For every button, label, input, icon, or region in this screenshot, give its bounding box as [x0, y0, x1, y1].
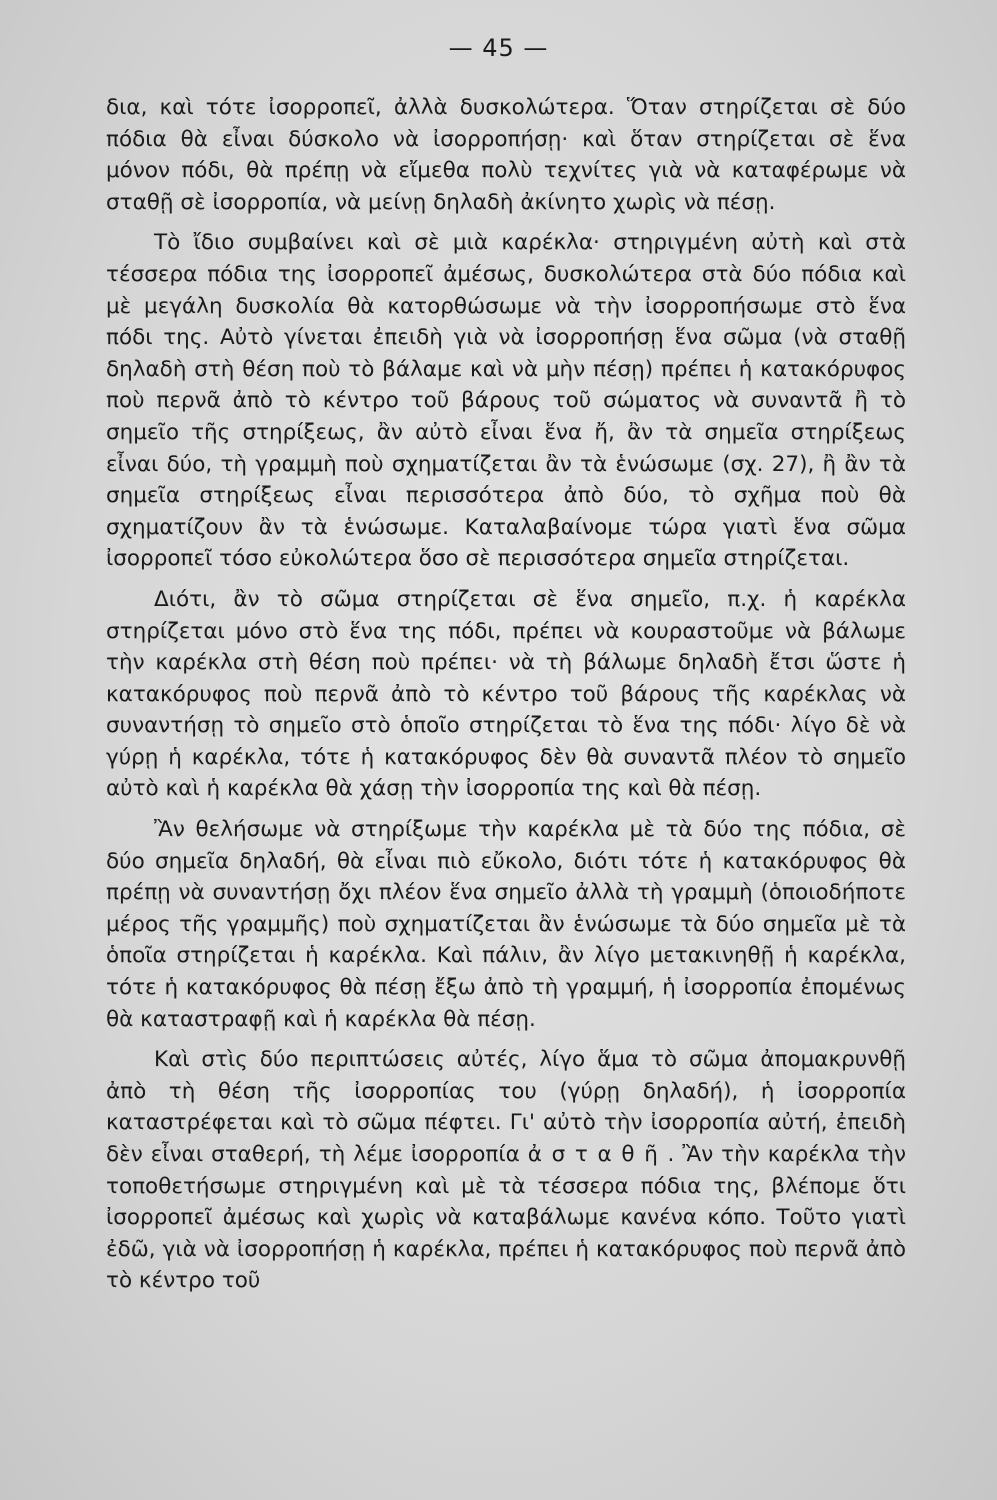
emphasized-term: ἀσταθῆ [527, 1142, 668, 1167]
paragraph-3: Διότι, ἂν τὸ σῶμα στηρίζεται σὲ ἕνα σημεῖο, π.χ. ἡ καρέκλα στηρίζεται μόνο στὸ ἕνα της πόδι, πρέπει νὰ κουραστοῦμε νὰ βάλωμε τὴν καρέκλα στὴ θέση ποὺ πρέπει· νὰ τὴ βάλωμε δηλαδὴ ἔτσι ὥστε ἡ κατακόρυφος ποὺ περνᾶ ἀπὸ τὸ κέντρο τοῦ βάρους τῆς καρέκλας νὰ συναντήσῃ τὸ σημεῖο στὸ ὁποῖο στηρίζεται τὸ ἕνα της πόδι· λίγο δὲ νὰ γύρῃ ἡ καρέκλα, τότε ἡ κατακόρυφος δὲν θὰ συναντᾶ πλέον τὸ σημεῖο αὐτὸ καὶ ἡ καρέκλα θὰ χάσῃ τὴν ἰσορροπία της καὶ θὰ πέσῃ. [106, 586, 906, 802]
paragraph-5-end: . Ἂν τὴν καρέκλα τὴν τοποθετήσωμε στηριγμένη καὶ μὲ τὰ τέσσερα πόδια της, βλέπομε ὅτι ἰσορροπεῖ ἀμέσως καὶ χωρὶς νὰ καταβάλωμε κανένα κόπο. Τοῦτο γιατὶ ἐδῶ, γιὰ νὰ ἰσορροπήσῃ ἡ καρέκλα, πρέπει ἡ κατακόρυφος ποὺ περνᾶ ἀπὸ τὸ κέντρο τοῦ [106, 1142, 906, 1294]
page-number: — 45 — [448, 34, 549, 62]
paragraph-5-start: Καὶ στὶς δύο περιπτώσεις αὐτές, λίγο ἅμα τὸ σῶμα ἀπομακρυνθῇ ἀπὸ τὴ θέση τῆς ἰσορροπίας του (γύρῃ δηλαδή), ἡ ἰσορροπία καταστρέφεται καὶ τὸ σῶμα πέφτει. Γι' αὐτὸ τὴν ἰσορροπία αὐτή, ἐπειδὴ δὲν εἶναι σταθερή, τὴ λέμε ἰσορροπία [106, 1047, 906, 1167]
paragraph-5 [106, 1044, 906, 1297]
paragraph-4: Ἂν θελήσωμε νὰ στηρίξωμε τὴν καρέκλα μὲ τὰ δύο της πόδια, σὲ δύο σημεῖα δηλαδή, θὰ εἶναι πιὸ εὔκολο, διότι τότε ἡ κατακόρυφος θὰ πρέπῃ νὰ συναντήσῃ ὄχι πλέον ἕνα σημεῖο ἀλλὰ τὴ γραμμὴ (ὁποιοδήποτε μέρος τῆς γραμμῆς) ποὺ σχηματίζεται ἂν ἑνώσωμε τὰ δύο σημεῖα μὲ τὰ ὁποῖα στηρίζεται ἡ καρέκλα. Καὶ πάλιν, ἂν λίγο μετακινηθῇ ἡ καρέκλα, τότε ἡ κατακόρυφος θὰ πέσῃ ἔξω ἀπὸ τὴ γραμμή, ἡ ἰσορροπία ἐπομένως θὰ καταστραφῇ καὶ ἡ καρέκλα θὰ πέσῃ. [106, 817, 906, 1032]
paragraph-1: δια, καὶ τότε ἰσορροπεῖ, ἀλλὰ δυσκολώτερα. Ὅταν στηρίζεται σὲ δύο πόδια θὰ εἶναι δύσκολο νὰ ἰσορροπήσῃ· καὶ ὅταν στηρίζεται σὲ ἕνα μόνον πόδι, θὰ πρέπῃ νὰ εἴμεθα πολὺ τεχνίτες γιὰ νὰ καταφέρωμε νὰ σταθῇ σὲ ἰσορροπία, νὰ μείνῃ δηλαδὴ ἀκίνητο χωρὶς νὰ πέσῃ. [106, 95, 906, 215]
body-text [106, 92, 906, 1306]
paragraph-2: Τὸ ἴδιο συμβαίνει καὶ σὲ μιὰ καρέκλα· στηριγμένη αὐτὴ καὶ στὰ τέσσερα πόδια της ἰσορροπεῖ ἀμέσως, δυσκολώτερα στὰ δύο πόδια καὶ μὲ μεγάλη δυσκολία θὰ κατορθώσωμε νὰ τὴν ἰσορροπήσωμε στὸ ἕνα πόδι της. Αὐτὸ γίνεται ἐπειδὴ γιὰ νὰ ἰσορροπήσῃ ἕνα σῶμα (νὰ σταθῇ δηλαδὴ στὴ θέση ποὺ τὸ βάλαμε καὶ νὰ μὴν πέσῃ) πρέπει ἡ κατακόρυφος ποὺ περνᾶ ἀπὸ τὸ κέντρο τοῦ βάρους τοῦ σώματος νὰ συναντᾶ ἢ τὸ σημεῖο τῆς στηρίξεως, ἂν αὐτὸ εἶναι ἕνα ἤ, ἂν τὰ σημεῖα στηρίξεως εἶναι δύο, τὴ γραμμὴ ποὺ σχηματίζεται ἂν τὰ ἑνώσωμε (σχ. 27), ἢ ἂν τὰ σημεῖα στηρίξεως εἶναι περισσότερα ἀπὸ δύο, τὸ σχῆμα ποὺ θὰ σχηματίζουν ἂν τὰ ἑνώσωμε. Καταλαβαίνομε τώρα γιατὶ ἕνα σῶμα ἰσορροπεῖ τόσο εὐκολώτερα ὅσο σὲ περισσότερα σημεῖα στηρίζεται. [106, 230, 906, 572]
